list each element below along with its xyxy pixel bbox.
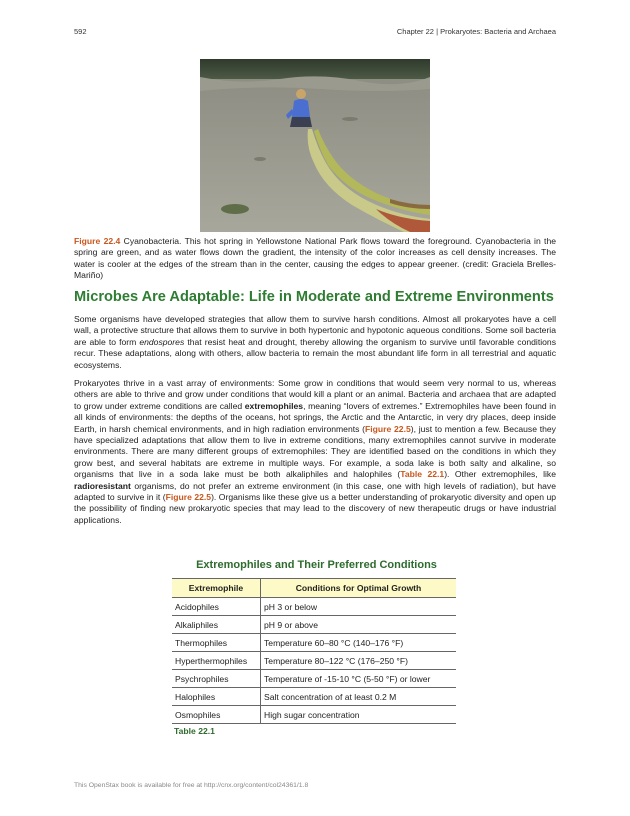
table-cell: pH 3 or below xyxy=(261,598,457,616)
table-cell: Alkaliphiles xyxy=(172,616,261,634)
table-cell: Salt concentration of at least 0.2 M xyxy=(261,688,457,706)
table-22-1-link[interactable]: Table 22.1 xyxy=(400,469,445,480)
figure-caption-text: Cyanobacteria. This hot spring in Yellowstone National Park flows toward the foreground. Cyanobacteria in the spring are green, and as water flows down the gradient, the intensity of the color increases as cell density increases. The water is cooler at the edges of the stream than in the center, causing the edges to appear greener. (credit: Graciela Brelles-Mariño) xyxy=(74,236,557,281)
figure-label: Figure 22.4 xyxy=(74,236,121,246)
table-cell: Thermophiles xyxy=(172,634,261,652)
table-row xyxy=(172,634,456,652)
table-cell: Temperature 60–80 °C (140–176 °F) xyxy=(261,634,457,652)
table-header-extremophile: Extremophile xyxy=(172,579,261,598)
table-label: Table 22.1 xyxy=(174,726,215,736)
table-row xyxy=(172,670,456,688)
paragraph-1 xyxy=(74,314,556,371)
table-cell: Temperature 80–122 °C (176–250 °F) xyxy=(261,652,457,670)
term-extremophiles: extremophiles xyxy=(244,400,304,411)
term-radioresistant: radioresistant xyxy=(74,480,131,491)
table-cell: Hyperthermophiles xyxy=(172,652,261,670)
chapter-header: Chapter 22 | Prokaryotes: Bacteria and Archaea xyxy=(396,27,556,36)
figure-22-5-link[interactable]: Figure 22.5 xyxy=(365,423,411,434)
paragraph-2-text-c: ), just to mention a few. Because they have specialized adaptations that allow them to live in extreme conditions, many extremophiles cannot survive in moderate environments. There are many different groups of extremophiles: They are identified based on the conditions in which they grow best, and several habitats are extreme in multiple ways. For example, a soda lake is both salty and alkaline, so organisms that live in a soda lake must be both alkaliphiles and halophiles ( xyxy=(74,423,556,480)
paragraph-2-text-b: , meaning “lovers of extremes.” Extremophiles have been found in all kinds of environments: the depths of the oceans, hot springs, the Arctic and the Antarctic, in very dry places, deep inside Earth, in harsh chemical environments, and in high radiation environments ( xyxy=(74,400,556,434)
paragraph-2-text-e: organisms, do not prefer an extreme environment (in this case, one with high levels of radiation), but have adapted to survive in it ( xyxy=(74,480,556,503)
figure-caption xyxy=(74,236,556,282)
table-header-conditions: Conditions for Optimal Growth xyxy=(261,579,457,598)
table-cell: Halophiles xyxy=(172,688,261,706)
footer-note: This OpenStax book is available for free at http://cnx.org/content/col24361/1.8 xyxy=(74,782,309,789)
figure-22-5-link-2[interactable]: Figure 22.5 xyxy=(165,492,212,503)
table-cell: pH 9 or above xyxy=(261,616,457,634)
table-cell: Psychrophiles xyxy=(172,670,261,688)
term-endospores: endospores xyxy=(139,336,185,347)
section-title: Microbes Are Adaptable: Life in Moderate and Extreme Environments xyxy=(74,289,554,305)
table-cell: High sugar concentration xyxy=(261,706,457,724)
extremophiles-table xyxy=(172,578,456,724)
hot-spring-photo xyxy=(200,59,430,232)
paragraph-2 xyxy=(74,378,556,526)
page-number: 592 xyxy=(74,27,87,36)
paragraph-2-text-d: ). Other extremophiles, like xyxy=(444,469,557,480)
table-cell: Osmophiles xyxy=(172,706,261,724)
table-row xyxy=(172,652,456,670)
table-row xyxy=(172,598,456,616)
table-row xyxy=(172,688,456,706)
table-header-row xyxy=(172,579,456,598)
table-title: Extremophiles and Their Preferred Conditions xyxy=(196,559,437,571)
table-cell: Acidophiles xyxy=(172,598,261,616)
paragraph-2-text-f: ). Organisms like these give us a better understanding of prokaryotic diversity and open up the possibility of finding new prokaryotic species that may lead to the discovery of new therapeutic drugs or have industrial applications. xyxy=(74,492,557,525)
paragraph-2-text-a: Prokaryotes thrive in a vast array of environments: Some grow in conditions that would seem very normal to us, whereas others are able to thrive and grow under conditions that would kill a plant or an animal. Bacteria and archaea that are adapted to grow under extreme conditions are called xyxy=(74,378,556,411)
table-cell: Temperature of -15-10 °C (5-50 °F) or lower xyxy=(261,670,457,688)
paragraph-1-text-a: Some organisms have developed strategies that allow them to survive harsh conditions. Almost all prokaryotes have a cell wall, a protective structure that allows them to survive in both hypertonic and hypotonic aqueous conditions. Some soil bacteria are able to form xyxy=(74,314,556,347)
table-row xyxy=(172,706,456,724)
table-row xyxy=(172,616,456,634)
paragraph-1-text-b: that resist heat and drought, thereby allowing the organism to survive until favorable conditions recur. These adaptations, along with others, allow bacteria to remain the most abundant life form in all terrestrial and aquatic ecosystems. xyxy=(74,336,556,370)
